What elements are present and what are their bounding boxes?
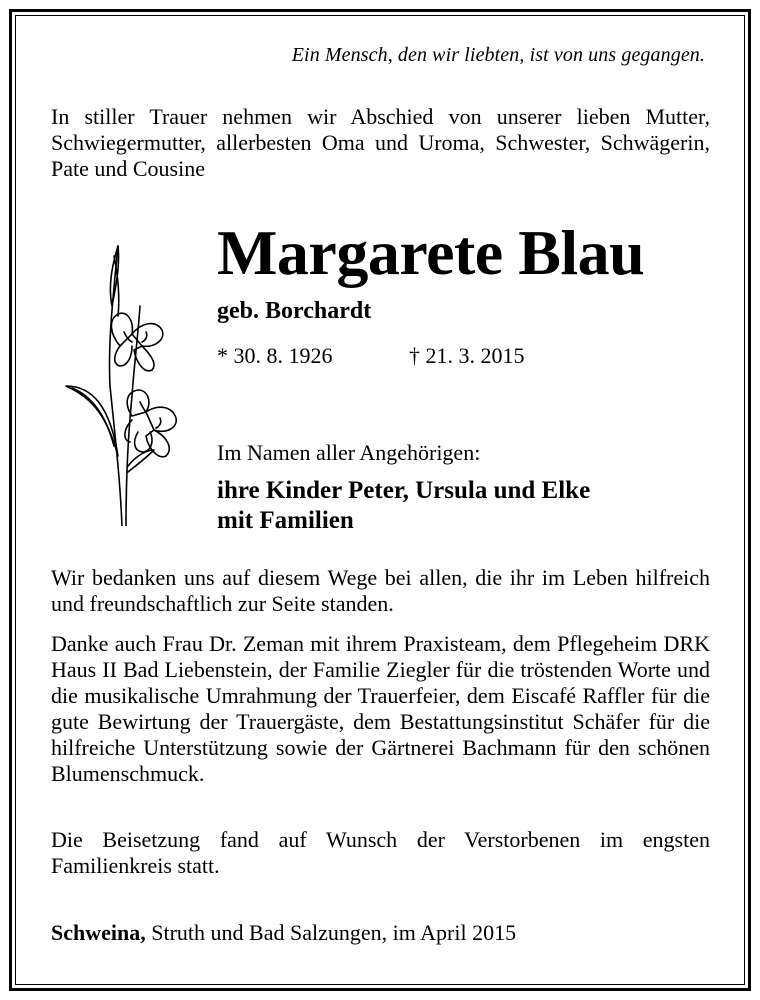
death-date: † 21. 3. 2015 bbox=[409, 343, 525, 368]
place-town: Schweina, bbox=[51, 920, 146, 945]
thanks-paragraph-1: Wir bedanken uns auf diesem Wege bei allen, die ihr im Leben hilfreich und freundschaftlich zur Seite standen. bbox=[51, 565, 710, 616]
burial-paragraph: Die Beisetzung fand auf Wunsch der Verstorbenen im engsten Familienkreis statt. bbox=[51, 827, 710, 878]
motto: Ein Mensch, den wir liebten, ist von uns gegangen. bbox=[291, 44, 705, 66]
birth-name: geb. Borchardt bbox=[217, 298, 372, 324]
life-dates bbox=[217, 343, 525, 369]
intro-text: In stiller Trauer nehmen wir Abschied von unserer lieben Mutter, Schwiegermutter, allerbesten Oma und Uroma, Schwester, Schwägerin, Pate und Cousine bbox=[51, 104, 710, 181]
deceased-name: Margarete Blau bbox=[217, 217, 645, 288]
mourners-label: Im Namen aller Angehörigen: bbox=[217, 440, 481, 465]
mourners-names bbox=[217, 476, 590, 536]
mourners-line-1: ihre Kinder Peter, Ursula und Elke bbox=[217, 477, 591, 504]
iris-flower-icon bbox=[62, 236, 198, 526]
place-rest: Struth und Bad Salzungen, im April 2015 bbox=[145, 920, 517, 945]
thanks-paragraph-2: Danke auch Frau Dr. Zeman mit ihrem Praxisteam, dem Pflegeheim DRK Haus II Bad Liebenstein, der Familie Ziegler für die tröstenden Worte und die musikalische Umrahmung der Trauerfeier, dem Eiscafé Raffler für die gute Bewirtung der Trauergäste, dem Bestattungsinstitut Schäfer für die hilfreiche Unterstützung sowie der Gärtnerei Bachmann für den schönen Blumenschmuck. bbox=[51, 631, 710, 786]
mourners-line-2: mit Familien bbox=[217, 507, 354, 534]
birth-date: * 30. 8. 1926 bbox=[217, 343, 333, 368]
place-and-date bbox=[51, 920, 516, 946]
